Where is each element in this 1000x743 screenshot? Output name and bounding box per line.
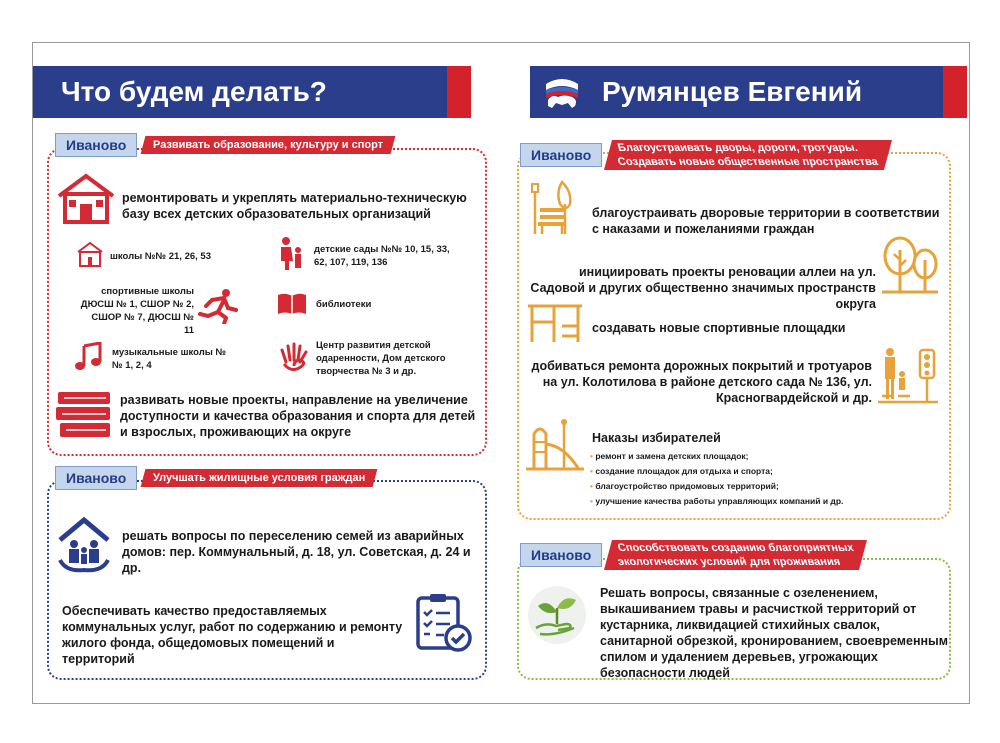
runner-icon — [198, 288, 238, 329]
improvement-tag — [520, 140, 888, 170]
renovation-text: инициировать проекты реновации аллеи на ул. Садовой и других общественно значимых пространств округа — [530, 265, 876, 311]
section-heading: Благоустраивать дворы, дороги, тротуары. Создавать новые общественные пространства — [604, 140, 892, 170]
new-projects-text: развивать новые проекты, направление на увеличение доступности и качества образования и спорта для детей и взрослых, проживающих на округе — [120, 393, 476, 439]
city-label: Иваново — [520, 543, 602, 567]
book-icon — [276, 292, 308, 321]
list-item: • ремонт и замена детских площадок; — [590, 451, 749, 461]
horizontal-bar-icon — [524, 300, 586, 349]
center-text: Центр развития детской одаренности, Дом детского творчества № 3 и др. — [316, 340, 446, 377]
party-bear-logo-icon — [542, 70, 582, 119]
trees-icon — [880, 236, 940, 299]
banner-accent — [447, 66, 471, 118]
right-banner — [530, 66, 967, 118]
section-heading: Улучшать жилищные условия граждан — [141, 469, 378, 487]
list-item: • благоустройство придомовых территорий; — [590, 481, 779, 491]
voter-orders-title: Наказы избирателей — [592, 431, 721, 445]
resettle-text: решать вопросы по переселению семей из аварийных домов: пер. Коммунальный, д. 18, ул. Советская, д. 24 и др. — [122, 529, 471, 575]
kindergartens-text: детские сады №№ 10, 15, 33, 62, 107, 119, 136 — [314, 244, 450, 268]
schools-text: школы №№ 21, 26, 53 — [110, 251, 211, 262]
left-title: Что будем делать? — [61, 76, 327, 107]
list-item: • создание площадок для отдыха и спорта; — [590, 466, 773, 476]
libraries-text: библиотеки — [316, 299, 372, 310]
repair-base-text: ремонтировать и укреплять материально-техническую базу всех детских образовательных организаций — [122, 191, 467, 221]
utilities-text: Обеспечивать качество предоставляемых коммунальных услуг, работ по содержанию и ремонту жилого фонда, общедомовых помещений и территорий — [62, 604, 403, 666]
voter-orders-list — [590, 449, 930, 509]
yards-text: благоустраивать дворовые территории в соответствии с наказами и пожеланиями граждан — [592, 206, 940, 236]
list-item: • улучшение качества работы управляющих компаний и др. — [590, 496, 844, 506]
books-stack-icon — [54, 390, 114, 445]
music-notes-icon — [74, 342, 104, 377]
school-building-icon — [55, 172, 117, 229]
family-house-icon — [56, 516, 112, 579]
ecology-tag — [520, 540, 864, 570]
mother-child-icon — [278, 236, 304, 275]
housing-tag — [55, 467, 376, 489]
playground-icon — [524, 414, 586, 477]
music-schools-text: музыкальные школы №№ 1, 2, 4 — [112, 347, 227, 371]
roads-text: добиваться ремонта дорожных покрытий и тротуаров на ул. Колотилова в районе детского сада № 136, ул. Красногвардейской и др. — [531, 359, 872, 405]
sprout-in-hand-icon — [526, 584, 588, 651]
school-icon — [76, 240, 104, 273]
section-heading: Способствовать созданию благоприятных экологических условий для проживания — [604, 540, 867, 570]
banner-accent — [943, 66, 967, 118]
education-tag — [55, 134, 393, 156]
sport-schools-text: спортивные школы ДЮСШ № 1, СШОР № 2, СШОР № 7, ДЮСШ № 11 — [80, 286, 194, 336]
left-banner — [33, 66, 471, 118]
hand-spiral-icon — [276, 340, 310, 379]
city-label: Иваново — [55, 466, 137, 490]
park-bench-icon — [526, 178, 582, 243]
sports-grounds-text: создавать новые спортивные площадки — [592, 321, 846, 335]
city-label: Иваново — [55, 133, 137, 157]
ecology-text: Решать вопросы, связанные с озеленением, выкашиванием травы и расчисткой территорий от кустарника, ликвидацией стихийных свалок, санитарной обрезкой, кронированием, своевременным спилом и удалением деревьев, угрожающих безопасности людей — [600, 586, 948, 680]
section-heading: Развивать образование, культуру и спорт — [141, 136, 396, 154]
checklist-clipboard-icon — [414, 592, 472, 657]
pedestrian-traffic-light-icon — [876, 346, 940, 411]
city-label: Иваново — [520, 143, 602, 167]
right-title: Румянцев Евгений — [602, 76, 863, 107]
